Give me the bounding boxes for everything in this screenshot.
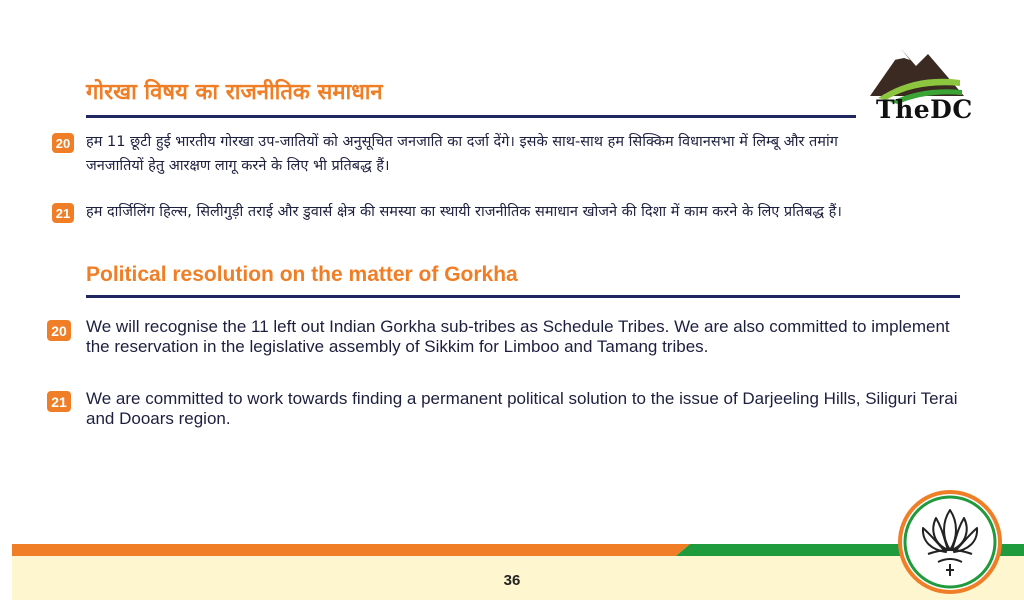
item-number-badge: 20 (52, 133, 74, 153)
hindi-item-20-text: हम 11 छूटी हुई भारतीय गोरखा उप-जातियों को अनुसूचित जनजाति का दर्जा देंगे। इसके साथ-साथ हम सिक्किम विधानसभा में लिम्बू और तमांग जनजातियों हेतु आरक्षण लागू करने के लिए भी प्रतिबद्ध हैं। (86, 134, 838, 174)
page-number: 36 (503, 572, 521, 589)
hindi-section-heading: गोरखा विषय का राजनीतिक समाधान (86, 80, 383, 105)
english-section-heading: Political resolution on the matter of Gorkha (86, 263, 518, 286)
hindi-heading-rule (86, 115, 856, 118)
item-number-badge: 21 (52, 203, 74, 223)
item-number-badge: 21 (47, 391, 71, 412)
watermark-text: TheDC (876, 95, 973, 124)
english-item-21-text: We are committed to work towards finding a permanent political solution to the issue of Darjeeling Hills, Siliguri Terai and Dooars region. (86, 389, 958, 428)
item-number-badge: 20 (47, 320, 71, 341)
hindi-item-21-text: हम दार्जिलिंग हिल्स, सिलीगुड़ी तराई और डुवार्स क्षेत्र की समस्या का स्थायी राजनीतिक समाधान खोजने की दिशा में काम करने के लिए प्रतिबद्ध हैं। (86, 204, 842, 220)
english-heading-rule (86, 295, 960, 298)
lotus-emblem-icon (896, 488, 1004, 596)
english-item-20-text: We will recognise the 11 left out Indian Gorkha sub-tribes as Schedule Tribes. We are also committed to implement the reservation in the legislative assembly of Sikkim for Limboo and Tamang tribes. (86, 317, 950, 356)
